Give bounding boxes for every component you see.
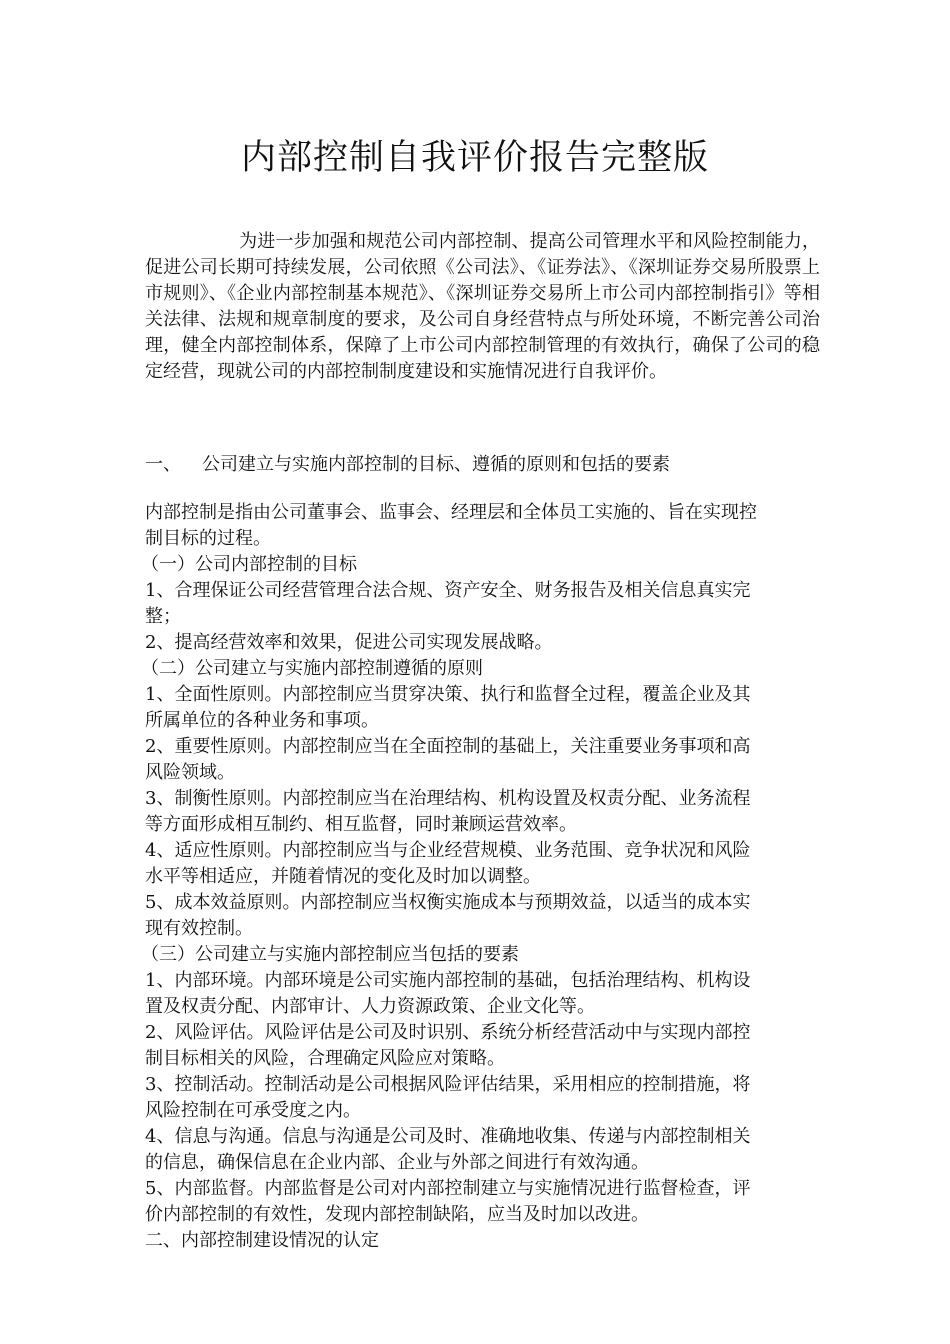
subheading-elements: （三）公司建立与实施内部控制应当包括的要素	[141, 944, 519, 965]
paragraph-definition: 内部控制是指由公司董事会、监事会、经理层和全体员工实施的、旨在实现控制目标的过程。	[145, 502, 757, 549]
list-item: 5、内部监督。内部监督是公司对内部控制建立与实施情况进行监督检查，评价内部控制的有效性，发现内部控制缺陷，应当及时加以改进。	[145, 1178, 751, 1225]
list-item: 5、成本效益原则。内部控制应当权衡实施成本与预期效益，以适当的成本实现有效控制。	[145, 892, 751, 939]
subheading-principles: （二）公司建立与实施内部控制遵循的原则	[141, 658, 483, 679]
section-one-number: 一、	[145, 454, 181, 475]
list-item: 3、控制活动。控制活动是公司根据风险评估结果，采用相应的控制措施，将风险控制在可承受度之内。	[145, 1074, 751, 1121]
section-one-heading	[145, 452, 845, 478]
list-item: 4、适应性原则。内部控制应当与企业经营规模、业务范围、竞争状况和风险水平等相适应，并随着情况的变化及时加以调整。	[145, 840, 751, 887]
section-one-body	[141, 500, 765, 1254]
list-item: 1、全面性原则。内部控制应当贯穿决策、执行和监督全过程，覆盖企业及其所属单位的各种业务和事项。	[145, 684, 751, 731]
list-item: 2、提高经营效率和效果，促进公司实现发展战略。	[145, 632, 553, 653]
list-item: 4、信息与沟通。信息与沟通是公司及时、准确地收集、传递与内部控制相关的信息，确保信息在企业内部、企业与外部之间进行有效沟通。	[145, 1126, 751, 1173]
section-two-heading: 二、内部控制建设情况的认定	[145, 1230, 379, 1251]
list-item: 2、重要性原则。内部控制应当在全面控制的基础上，关注重要业务事项和高风险领域。	[145, 736, 751, 783]
intro-paragraph	[145, 229, 820, 385]
list-item: 1、内部环境。内部环境是公司实施内部控制的基础，包括治理结构、机构设置及权责分配、内部审计、人力资源政策、企业文化等。	[145, 970, 751, 1017]
section-one-title: 公司建立与实施内部控制的目标、遵循的原则和包括的要素	[202, 454, 670, 475]
list-item: 2、风险评估。风险评估是公司及时识别、系统分析经营活动中与实现内部控制目标相关的风险，合理确定风险应对策略。	[145, 1022, 751, 1069]
intro-text: 为进一步加强和规范公司内部控制、提高公司管理水平和风险控制能力，促进公司长期可持续发展，公司依照《公司法》、《证券法》、《深圳证券交易所股票上市规则》、《企业内部控制基本规范》、《深圳证券交易所上市公司内部控制指引》等相关法律、法规和规章制度的要求，及公司自身经营特点与所处环境，不断完善公司治理，健全内部控制体系，保障了上市公司内部控制管理的有效执行，确保了公司的稳定经营，现就公司的内部控制制度建设和实施情况进行自我评价。	[145, 231, 820, 382]
subheading-objectives: （一）公司内部控制的目标	[141, 554, 357, 575]
document-title: 内部控制自我评价报告完整版	[240, 138, 709, 178]
list-item: 1、合理保证公司经营管理合法合规、资产安全、财务报告及相关信息真实完整；	[145, 580, 751, 627]
list-item: 3、制衡性原则。内部控制应当在治理结构、机构设置及权责分配、业务流程等方面形成相互制约、相互监督，同时兼顾运营效率。	[145, 788, 751, 835]
